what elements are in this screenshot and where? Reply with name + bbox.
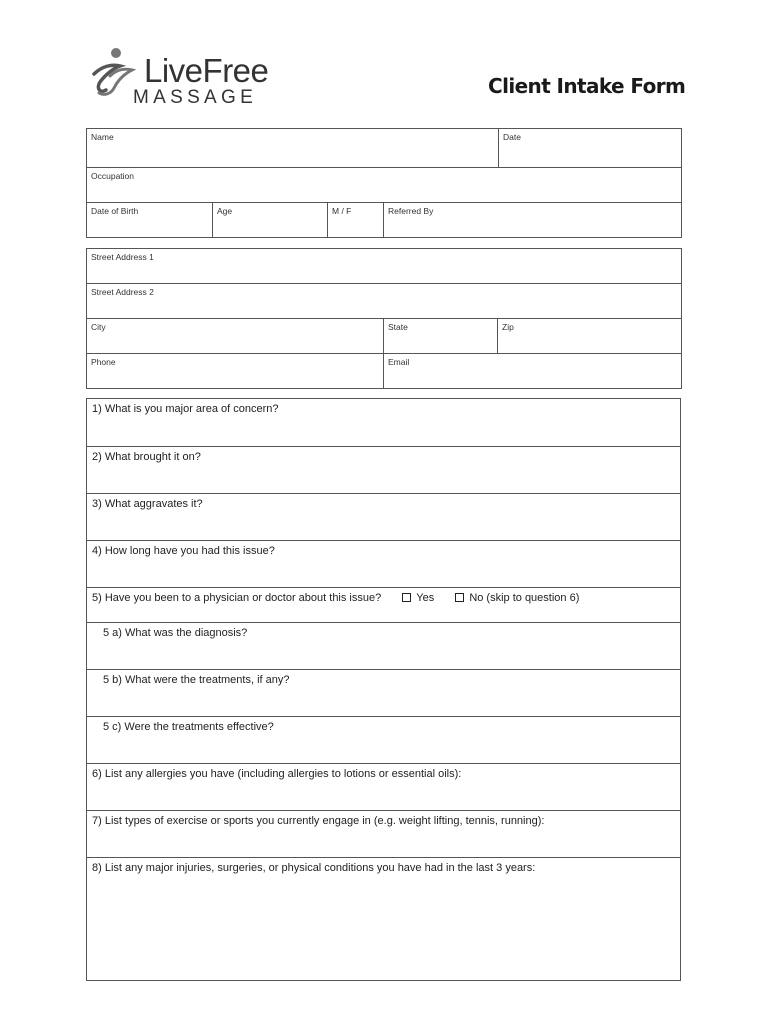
age-label: Age — [217, 206, 233, 216]
question-5b-field[interactable] — [87, 669, 680, 716]
question-1-field[interactable] — [87, 399, 680, 446]
brand-name: LiveFree — [144, 52, 269, 89]
personal-info-section — [86, 128, 682, 238]
phone-field[interactable] — [87, 354, 384, 389]
no-label: No (skip to question 6) — [469, 592, 580, 604]
brand-subtitle: MASSAGE — [133, 87, 258, 108]
email-label: Email — [388, 357, 410, 367]
question-2-field[interactable] — [87, 446, 680, 493]
question-4-field[interactable] — [87, 540, 680, 587]
question-5-label: 5) Have you been to a physician or doctor about this issue? — [92, 592, 382, 604]
referred-by-label: Referred By — [388, 206, 434, 216]
question-6-label: 6) List any allergies you have (including allergies to lotions or essential oils): — [92, 768, 462, 780]
question-5b-label: 5 b) What were the treatments, if any? — [103, 674, 290, 686]
question-3-label: 3) What aggravates it? — [92, 498, 203, 510]
city-label: City — [91, 322, 106, 332]
brand-logo — [90, 44, 290, 110]
name-field[interactable] — [87, 129, 499, 168]
date-label: Date — [503, 132, 521, 142]
address-section — [86, 248, 682, 389]
street-address-1-label: Street Address 1 — [91, 252, 154, 262]
question-2-label: 2) What brought it on? — [92, 451, 201, 463]
zip-field[interactable] — [498, 319, 682, 354]
email-field[interactable] — [384, 354, 682, 389]
question-1-label: 1) What is you major area of concern? — [92, 403, 279, 415]
dob-label: Date of Birth — [91, 206, 139, 216]
question-5c-label: 5 c) Were the treatments effective? — [103, 721, 274, 733]
dob-field[interactable] — [87, 203, 213, 238]
question-8-label: 8) List any major injuries, surgeries, or physical conditions you have had in the last 3 years: — [92, 862, 536, 874]
question-5a-label: 5 a) What was the diagnosis? — [103, 627, 248, 639]
street-address-2-label: Street Address 2 — [91, 287, 154, 297]
question-3-field[interactable] — [87, 493, 680, 540]
state-label: State — [388, 322, 408, 332]
zip-label: Zip — [502, 322, 514, 332]
sex-label: M / F — [332, 206, 352, 216]
question-6-field[interactable] — [87, 763, 680, 810]
sex-field[interactable] — [328, 203, 384, 238]
referred-by-field[interactable] — [384, 203, 682, 238]
question-5-field — [87, 587, 680, 622]
question-5c-field[interactable] — [87, 716, 680, 763]
question-4-label: 4) How long have you had this issue? — [92, 545, 275, 557]
question-8-field[interactable] — [87, 857, 680, 980]
name-label: Name — [91, 132, 114, 142]
no-option[interactable] — [455, 592, 579, 604]
yes-label: Yes — [416, 592, 435, 604]
date-field[interactable] — [499, 129, 682, 168]
city-field[interactable] — [87, 319, 384, 354]
question-5a-field[interactable] — [87, 622, 680, 669]
occupation-field[interactable] — [87, 168, 682, 203]
yes-checkbox-icon[interactable] — [402, 593, 411, 602]
question-7-label: 7) List types of exercise or sports you currently engage in (e.g. weight lifting, tennis, running): — [92, 815, 545, 827]
question-7-field[interactable] — [87, 810, 680, 857]
no-checkbox-icon[interactable] — [455, 593, 464, 602]
form-title: Client Intake Form — [488, 74, 686, 98]
street-address-1-field[interactable] — [87, 249, 682, 284]
phone-label: Phone — [91, 357, 116, 367]
state-field[interactable] — [384, 319, 498, 354]
street-address-2-field[interactable] — [87, 284, 682, 319]
age-field[interactable] — [213, 203, 328, 238]
occupation-label: Occupation — [91, 171, 134, 181]
questions-section — [86, 398, 681, 981]
yes-option[interactable] — [402, 592, 434, 604]
